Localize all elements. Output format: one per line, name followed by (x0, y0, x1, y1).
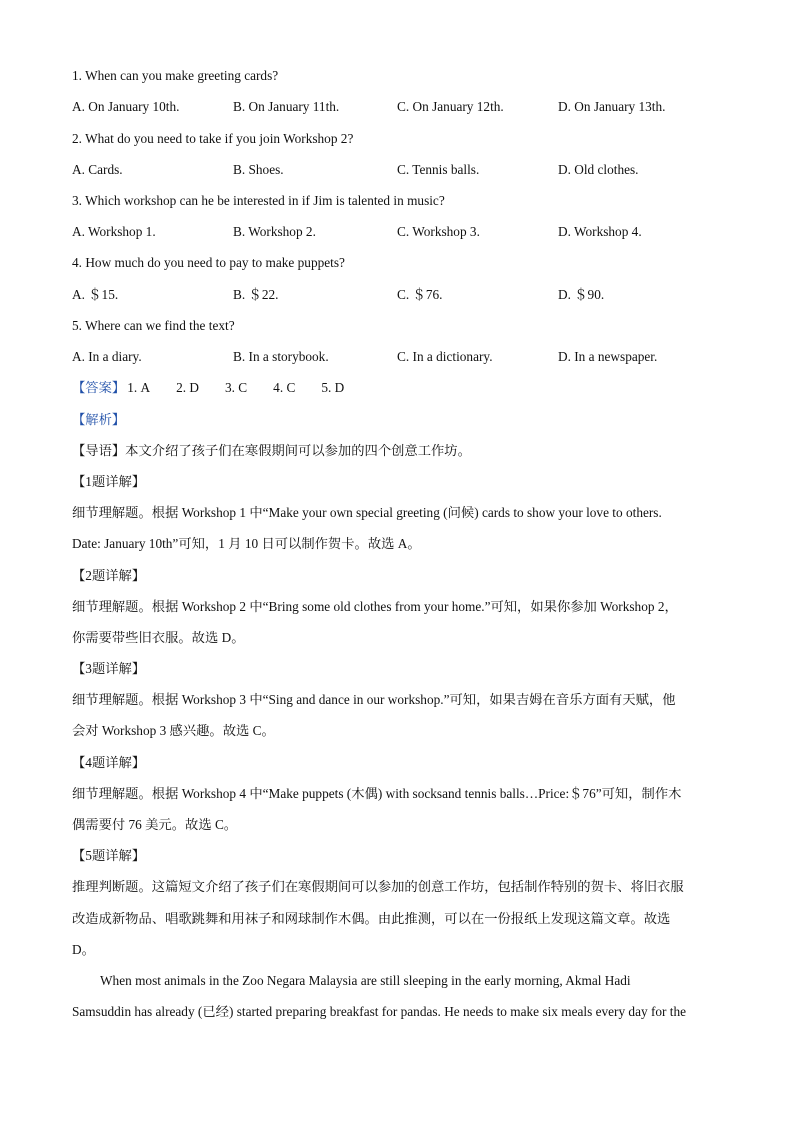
passage-line: Samsuddin has already (已经) started preparing breakfast for pandas. He needs to make six meals every day for the (72, 1004, 687, 1019)
option-d: D. ＄90. (558, 287, 605, 302)
detail-5-line: D。 (72, 942, 95, 957)
option-c: C. Tennis balls. (397, 162, 480, 177)
option-c: C. Workshop 3. (397, 224, 480, 239)
option-d: D. In a newspaper. (558, 349, 658, 364)
question-number: 5. (72, 318, 82, 333)
analysis-label: 【解析】 (72, 412, 126, 427)
detail-1-heading: 【1题详解】 (72, 474, 146, 489)
question-text: When can you make greeting cards? (85, 68, 279, 83)
option-c: C. ＄76. (397, 287, 443, 302)
option-a: A. On January 10th. (72, 99, 180, 114)
answer-item: 3. C (225, 380, 248, 395)
question-5 (72, 318, 235, 334)
guide-text: 【导语】本文介绍了孩子们在寒假期间可以参加的四个创意工作坊。 (72, 443, 471, 458)
question-3 (72, 193, 445, 209)
question-4-options (72, 287, 722, 303)
question-number: 2. (72, 131, 82, 146)
answer-item: 4. C (273, 380, 296, 395)
option-b: B. ＄22. (233, 287, 279, 302)
question-1 (72, 68, 278, 84)
question-number: 3. (72, 193, 82, 208)
question-text: How much do you need to pay to make puppets? (85, 255, 345, 270)
detail-4-heading: 【4题详解】 (72, 755, 146, 770)
question-4 (72, 255, 345, 271)
detail-3-line: 细节理解题。根据 Workshop 3 中“Sing and dance in our workshop.”可知，如果吉姆在音乐方面有天赋，他 (72, 692, 676, 707)
detail-5-line: 改造成新物品、唱歌跳舞和用袜子和网球制作木偶。由此推测，可以在一份报纸上发现这篇文章。故选 (72, 911, 671, 926)
option-a: A. In a diary. (72, 349, 142, 364)
detail-4-line: 偶需要付 76 美元。故选 C。 (72, 817, 238, 832)
detail-5-line: 推理判断题。这篇短文介绍了孩子们在寒假期间可以参加的创意工作坊，包括制作特别的贺卡、将旧衣服 (72, 879, 684, 894)
option-d: D. Old clothes. (558, 162, 639, 177)
question-text: What do you need to take if you join Workshop 2? (85, 131, 354, 146)
option-a: A. ＄15. (72, 287, 119, 302)
option-d: D. On January 13th. (558, 99, 666, 114)
answer-item: 5. D (321, 380, 345, 395)
question-2-options (72, 162, 722, 178)
detail-2-line: 细节理解题。根据 Workshop 2 中“Bring some old clothes from your home.”可知，如果你参加 Workshop 2， (72, 599, 678, 614)
question-2 (72, 131, 353, 147)
detail-2-heading: 【2题详解】 (72, 568, 146, 583)
option-c: C. On January 12th. (397, 99, 504, 114)
detail-2-line: 你需要带些旧衣服。故选 D。 (72, 630, 245, 645)
option-b: B. In a storybook. (233, 349, 329, 364)
detail-3-line: 会对 Workshop 3 感兴趣。故选 C。 (72, 723, 275, 738)
option-b: B. Workshop 2. (233, 224, 316, 239)
detail-5-heading: 【5题详解】 (72, 848, 146, 863)
question-text: Where can we find the text? (85, 318, 235, 333)
passage-line: When most animals in the Zoo Negara Malaysia are still sleeping in the early morning, Akmal Hadi (100, 973, 631, 988)
question-5-options (72, 349, 722, 365)
option-a: A. Cards. (72, 162, 123, 177)
question-1-options (72, 99, 722, 115)
option-b: B. On January 11th. (233, 99, 340, 114)
answer-line (72, 380, 344, 396)
detail-1-line: 细节理解题。根据 Workshop 1 中“Make your own special greeting (问候) cards to show your love to others. (72, 505, 662, 520)
detail-1-line: Date: January 10th”可知，1 月 10 日可以制作贺卡。故选 A。 (72, 536, 421, 551)
question-number: 4. (72, 255, 82, 270)
option-b: B. Shoes. (233, 162, 284, 177)
option-a: A. Workshop 1. (72, 224, 156, 239)
option-d: D. Workshop 4. (558, 224, 642, 239)
detail-4-line: 细节理解题。根据 Workshop 4 中“Make puppets (木偶) with socksand tennis balls…Price:＄76”可知，制作木 (72, 786, 682, 801)
answer-item: 2. D (176, 380, 199, 395)
question-number: 1. (72, 68, 82, 83)
option-c: C. In a dictionary. (397, 349, 493, 364)
answer-label: 【答案】 (72, 380, 126, 395)
answer-item: 1. A (127, 380, 151, 395)
question-text: Which workshop can he be interested in if Jim is talented in music? (85, 193, 445, 208)
question-3-options (72, 224, 722, 240)
detail-3-heading: 【3题详解】 (72, 661, 146, 676)
